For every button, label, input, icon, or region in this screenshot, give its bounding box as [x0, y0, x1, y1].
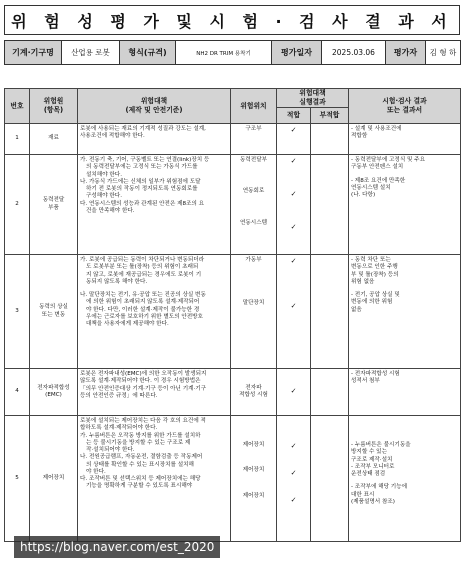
row-inappropriate	[311, 124, 349, 155]
row-no: 4	[5, 369, 30, 416]
row-measures: 가. 로봇에 공급되는 동력이 차단되거나 변동되더라 도 로봇부분 또는 툴(장착) 등의 위험이 초래되 지 않고, 로봇에 재공급되는 경우에도 로봇이 기 동되지 않도록 해야 한다. 나. 말단장치는 전기, 유·공압 또는 진공의 상실 변동 에 의한 위험이 초래되지 않도록 설계·제작되어 야 한다. 다만, 이러한 설계·제작이 불가능한 경 우에는 근로자를 보호하기 위한 별도의 안전방호 대책을 사용자에게 제공해야 한다.	[78, 255, 231, 369]
row-hazard: 전자파적합성 (EMC)	[30, 369, 78, 416]
blog-watermark: https://blog.naver.com/est_2020	[14, 536, 220, 558]
row-measures: 가. 전동기 축, 기어, 구동벨트 또는 연결(link)장치 등 의 동력전달부에는 고정식 또는 가동식 가드를 설치해야 한다. 나. 가동식 가드에는 신체의 일부가 위험점에 도달 하기 전 로봇의 작동이 정지되도록 연동회로를 구성해야 한다. 다. 연동시스템의 성능과 관계된 안전은 제8조의 요 건을 만족해야 한다.	[78, 155, 231, 255]
row-hazard: 재료	[30, 124, 78, 155]
table-row	[5, 155, 461, 255]
row-inappropriate	[311, 155, 349, 255]
row-appropriate-check: ✓	[277, 124, 311, 155]
row-inappropriate	[311, 369, 349, 416]
header-hazard: 위험원 (항목)	[30, 89, 78, 124]
row-location: 구조부	[231, 124, 277, 155]
evaluator-label: 평가자	[386, 41, 426, 65]
header-implementation: 위험대책 실행결과	[277, 89, 349, 108]
assessment-table	[4, 88, 461, 542]
row-result: - 설계 및 사용조건에 적합함	[349, 124, 461, 155]
row-result: - 동력 차단 또는 변동으로 인한 주행 부 및 툴(장착) 등의 위험 없음 - 전기, 공압 상실 및 변동에 의한 위험 없음	[349, 255, 461, 369]
row-measures: 로봇에 설치되는 제어장치는 다음 각 호의 요건에 적 합하도록 설계·제작되어야 한다. 가. 누름버튼은 오작동 방지를 위한 가드를 설치하 는 등 불시기동을 방지할 수 있는 구조로 제 작·설치되어야 한다. 나. 전원공급램프, 자동운전, 결함검출 등 작동제어 의 상태를 확인할 수 있는 표시장치를 설치해 야 한다. 다. 조작버튼 및 선택스위치 등 제어장치에는 해당 기능을 명확하게 구분할 수 있도록 표시해야	[78, 416, 231, 542]
row-result: - 전자파적합성 시험 성적서 첨부	[349, 369, 461, 416]
row-inappropriate	[311, 416, 349, 542]
machine-name-value: 산업용 로봇	[62, 41, 120, 65]
document-title: 위 험 성 평 가 및 시 험 · 검 사 결 과 서	[4, 5, 460, 35]
row-location: 제어장치 제어장치 제어장치	[231, 416, 277, 542]
header-inappropriate: 부적합	[311, 108, 349, 124]
header-appropriate: 적합	[277, 108, 311, 124]
row-location: 동력전달부 연동회로 연동시스템	[231, 155, 277, 255]
row-appropriate-check: ✓	[277, 369, 311, 416]
row-appropriate-check: ✓ ✓	[277, 255, 311, 369]
row-no: 1	[5, 124, 30, 155]
evaluator-value: 김 형 하	[426, 41, 461, 65]
table-row	[5, 416, 461, 542]
row-no: 3	[5, 255, 30, 369]
eval-date-value: 2025.03.06	[322, 41, 386, 65]
row-hazard: 제어장치	[30, 416, 78, 542]
row-location: 전자파 적합성 시험	[231, 369, 277, 416]
header-location: 위험위치	[231, 89, 277, 124]
header-no: 번호	[5, 89, 30, 124]
row-measures: 로봇에 사용되는 재료의 기계적 성질과 강도는 설계, 사용조건에 적합해야 한다.	[78, 124, 231, 155]
row-result: - 동력전달부에 고정식 및 주요 구동부 안전펜스 설치 - 제8조 요건에 만족한 연동시스템 설치 (나. 다항)	[349, 155, 461, 255]
header-measures: 위험대책 (제작 및 안전기준)	[78, 89, 231, 124]
row-hazard: 동력전달 부품	[30, 155, 78, 255]
row-location: 가동부 말단장치	[231, 255, 277, 369]
table-row	[5, 255, 461, 369]
row-appropriate-check: ✓ ✓ ✓	[277, 155, 311, 255]
row-hazard: 동력의 상실 또는 변동	[30, 255, 78, 369]
info-table	[4, 40, 461, 65]
row-no: 2	[5, 155, 30, 255]
model-value: NH2 DR TRIM 용착기	[176, 41, 272, 65]
row-result: - 누름버튼은 불시기동을 방지할 수 있는 구조로 제작·설치 - 조작부 모니터로 운전상태 점검 - 조작부에 해당 기능에 대한 표시 (제품설명서 참조)	[349, 416, 461, 542]
model-label: 형식(규격)	[120, 41, 176, 65]
machine-name-label: 기계·기구명	[5, 41, 62, 65]
row-measures: 로봇은 전자파내성(EMC)에 의한 오작동이 발생되지 않도록 설계·제작되어야 한다. 이 경우 시험방법은 「의무 안전인증대상 기계·기구 등이 아닌 기계·기구 등의 안전인증 규정」에 따른다.	[78, 369, 231, 416]
row-no: 5	[5, 416, 30, 542]
table-row	[5, 124, 461, 155]
row-inappropriate	[311, 255, 349, 369]
eval-date-label: 평가일자	[272, 41, 322, 65]
row-appropriate-check: ✓ ✓ ✓	[277, 416, 311, 542]
table-row	[5, 369, 461, 416]
header-result: 시험·검사 결과 또는 결과서	[349, 89, 461, 124]
